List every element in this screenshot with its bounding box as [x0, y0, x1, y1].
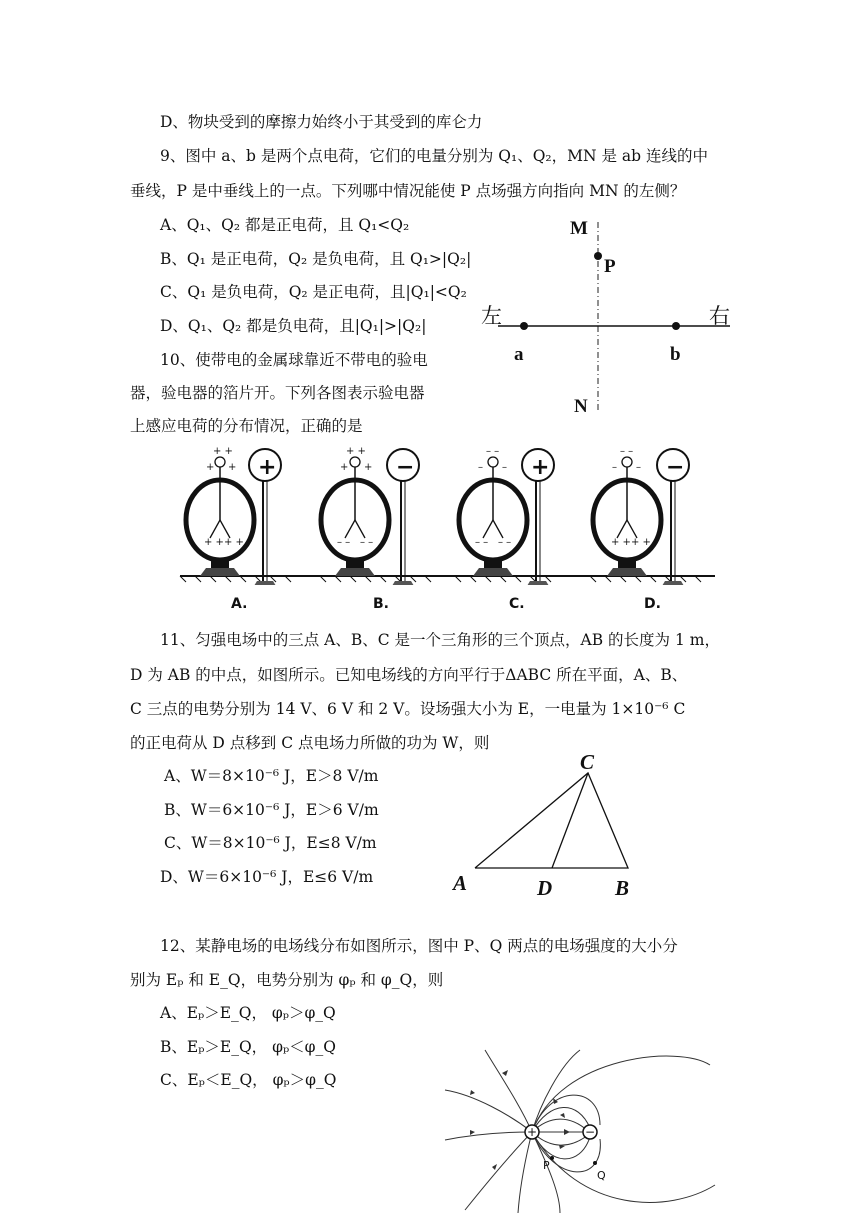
- q11-stem-line4: 的正电荷从 D 点移到 C 点电场力所做的功为 W，则: [130, 734, 490, 752]
- svg-text:– –: – –: [498, 537, 512, 548]
- q11-stem-line2: D 为 AB 的中点，如图所示。已知电场线的方向平行于ΔABC 所在平面，A、B、: [130, 666, 688, 684]
- q11-option-d: D、W＝6×10⁻⁶ J，E≤6 V/m: [160, 868, 374, 886]
- q9-option-d: D、Q₁、Q₂ 都是负电荷，且|Q₁|>|Q₂|: [160, 317, 427, 335]
- plus-sign: +: [527, 1125, 538, 1139]
- svg-text:+: +: [206, 462, 215, 473]
- svg-text:–: –: [478, 462, 483, 473]
- figure-label-a: A.: [231, 596, 248, 612]
- label-point-q: Q: [597, 1169, 606, 1182]
- svg-text:+ +: + +: [213, 446, 233, 457]
- charge-a-point: [520, 322, 528, 330]
- svg-text:+ +: + +: [611, 537, 631, 548]
- q9-stem-line2: 垂线，P 是中垂线上的一点。下列哪中情况能使 P 点场强方向指向 MN 的左侧？: [130, 182, 686, 200]
- ball-sign-a: +: [258, 455, 277, 480]
- label-left: 左: [481, 304, 502, 328]
- charge-b-point: [672, 322, 680, 330]
- label-p: P: [604, 256, 616, 277]
- electroscope-figures: [175, 445, 720, 585]
- q12-option-b: B、Eₚ＞E_Q， φₚ＜φ_Q: [160, 1038, 336, 1056]
- q11-option-a: A、W＝8×10⁻⁶ J，E＞8 V/m: [164, 767, 379, 785]
- vertex-b: B: [615, 876, 630, 900]
- q12-option-c: C、Eₚ＜E_Q， φₚ＞φ_Q: [160, 1071, 337, 1089]
- figure-label-b: B.: [373, 596, 389, 612]
- svg-text:+ +: + +: [204, 537, 224, 548]
- ball-sign-d: −: [666, 455, 685, 480]
- point-d: D: [537, 876, 553, 900]
- figure-label-c: C.: [509, 596, 525, 612]
- ball-sign-c: +: [531, 455, 550, 480]
- q9-option-c: C、Q₁ 是负电荷，Q₂ 是正电荷，且|Q₁|<Q₂: [160, 283, 467, 301]
- point-q-dot: [593, 1161, 597, 1165]
- q12-stem-line1: 12、某静电场的电场线分布如图所示，图中 P、Q 两点的电场强度的大小分: [160, 937, 678, 955]
- svg-text:– –: – –: [337, 537, 351, 548]
- svg-text:– –: – –: [620, 446, 634, 457]
- q11-stem-line3: C 三点的电势分别为 14 V、6 V 和 2 V。设场强大小为 E，一电量为 1×10⁻⁶ C: [130, 700, 686, 718]
- svg-text:– –: – –: [486, 446, 500, 457]
- svg-text:+ +: + +: [224, 537, 244, 548]
- q10-stem-line3: 上感应电荷的分布情况，正确的是: [130, 417, 363, 435]
- svg-text:– –: – –: [475, 537, 489, 548]
- svg-text:+: +: [228, 462, 237, 473]
- ball-sign-b: −: [396, 455, 415, 480]
- label-m: M: [570, 218, 588, 239]
- q11-stem-line1: 11、匀强电场中的三点 A、B、C 是一个三角形的三个顶点，AB 的长度为 1 m，: [160, 631, 720, 649]
- point-p-dot: [550, 1156, 554, 1160]
- label-a: a: [514, 344, 524, 365]
- point-p: [594, 252, 602, 260]
- q9-diagram: [470, 210, 740, 420]
- q9-option-a: A、Q₁、Q₂ 都是正电荷，且 Q₁<Q₂: [160, 216, 410, 234]
- field-lines-diagram: [440, 1045, 720, 1216]
- svg-text:–: –: [612, 462, 617, 473]
- minus-sign: −: [585, 1125, 596, 1139]
- label-b: b: [670, 344, 681, 365]
- svg-text:+: +: [340, 462, 349, 473]
- q11-option-c: C、W＝8×10⁻⁶ J，E≤8 V/m: [164, 834, 377, 852]
- label-point-p: P: [543, 1159, 550, 1172]
- electroscope-b: [321, 446, 389, 576]
- vertex-c: C: [580, 750, 595, 774]
- q11-option-b: B、W＝6×10⁻⁶ J，E＞6 V/m: [164, 801, 379, 819]
- electroscope-d: [593, 446, 661, 576]
- svg-text:–: –: [502, 462, 507, 473]
- electroscope-a: [186, 446, 254, 576]
- q10-stem-line2: 器，验电器的箔片开。下列各图表示验电器: [130, 384, 425, 402]
- svg-text:+ +: + +: [346, 446, 366, 457]
- svg-text:+ +: + +: [631, 537, 651, 548]
- svg-text:–: –: [636, 462, 641, 473]
- q12-option-a: A、Eₚ＞E_Q， φₚ＞φ_Q: [160, 1004, 336, 1022]
- q10-stem-line1: 10、使带电的金属球靠近不带电的验电: [160, 351, 428, 369]
- svg-text:– –: – –: [360, 537, 374, 548]
- figure-label-d: D.: [644, 596, 661, 612]
- q9-option-b: B、Q₁ 是正电荷，Q₂ 是负电荷，且 Q₁>|Q₂|: [160, 250, 472, 268]
- q12-stem-line2: 别为 Eₚ 和 E_Q，电势分别为 φₚ 和 φ_Q，则: [130, 971, 444, 989]
- q8-option-d: D、物块受到的摩擦力始终小于其受到的库仑力: [160, 113, 483, 131]
- vertex-a: A: [453, 871, 468, 895]
- label-n: N: [574, 396, 588, 417]
- triangle-abc: [470, 765, 640, 875]
- label-right: 右: [709, 304, 730, 328]
- electroscope-c: [459, 446, 527, 576]
- svg-text:+: +: [364, 462, 373, 473]
- q9-stem-line1: 9、图中 a、b 是两个点电荷，它们的电量分别为 Q₁、Q₂，MN 是 ab 连线的中: [160, 147, 709, 165]
